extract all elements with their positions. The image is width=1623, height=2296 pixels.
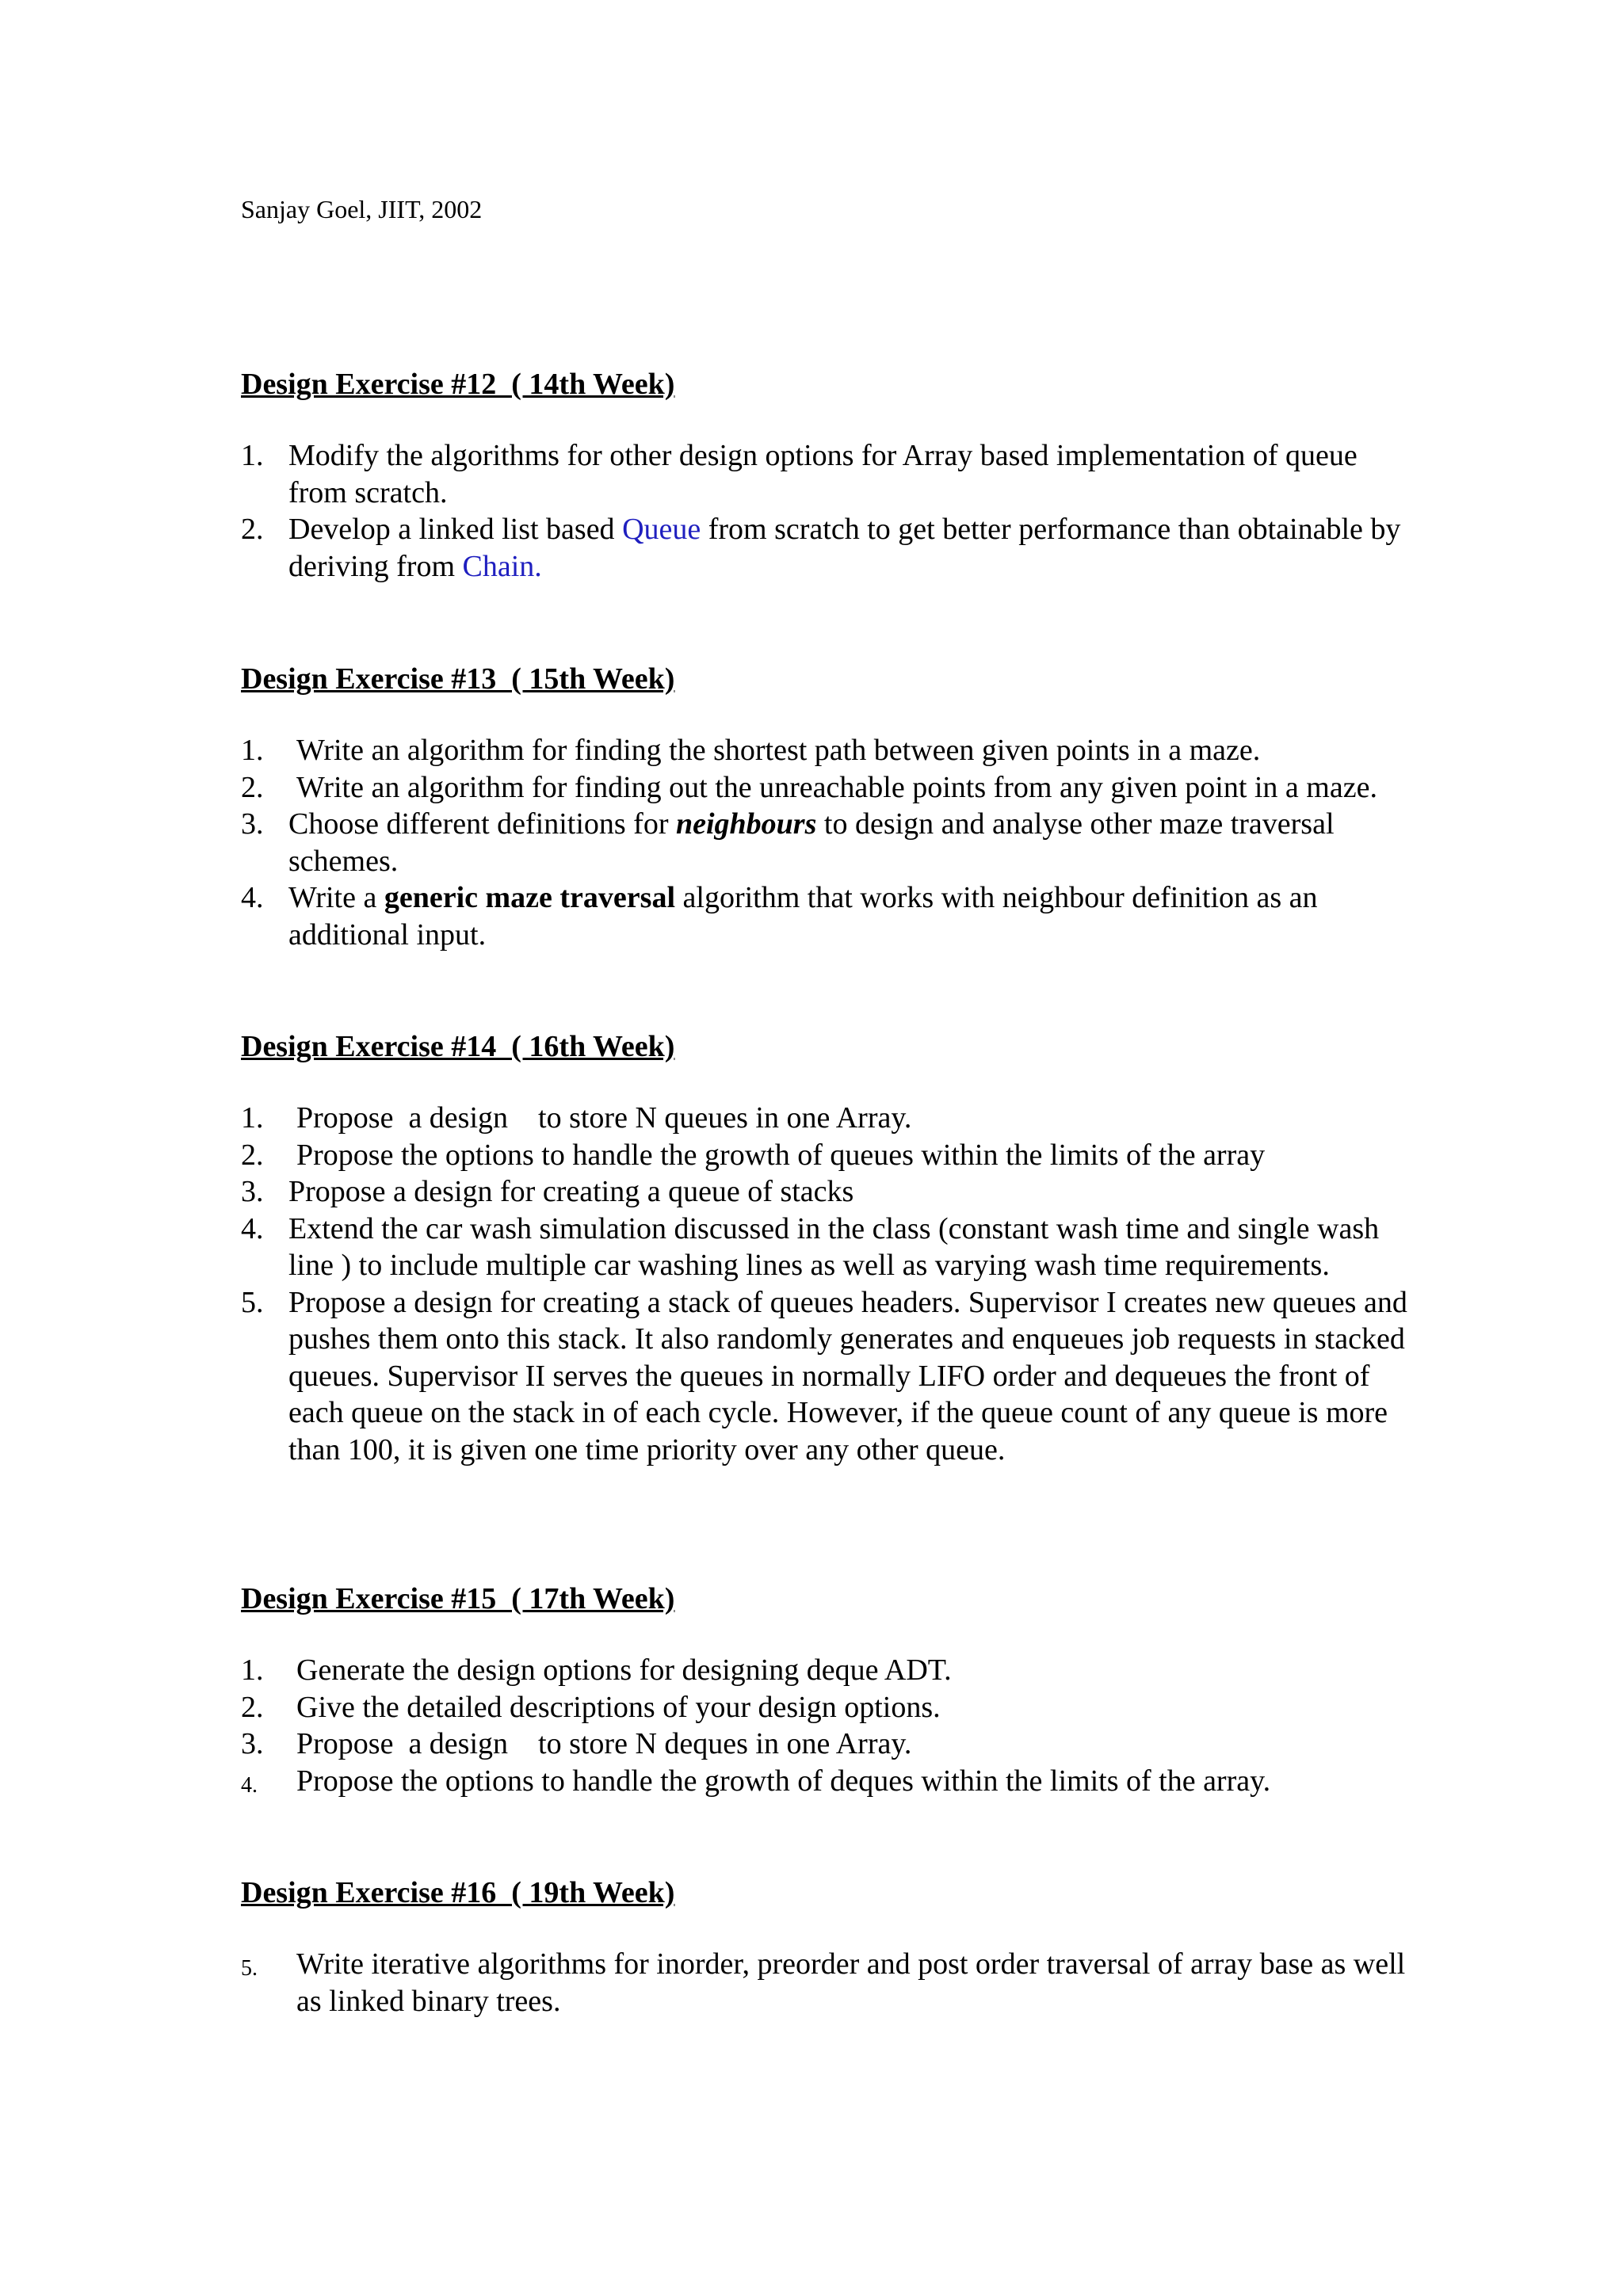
- section-title: Design Exercise #12 ( 14th Week): [241, 368, 675, 401]
- item-number: 1.: [241, 1653, 264, 1687]
- item-text: Propose a design to store N deques in one Array.: [296, 1727, 912, 1760]
- emphasis-text: neighbours: [675, 807, 817, 841]
- item-number: 1.: [241, 734, 264, 767]
- item-text: Write a: [288, 881, 384, 914]
- section-title: Design Exercise #13 ( 15th Week): [241, 662, 675, 696]
- list-item: [241, 1137, 1422, 1174]
- section-title: Design Exercise #15 ( 17th Week): [241, 1582, 675, 1615]
- queue-term: Queue: [622, 513, 701, 546]
- list-item: [241, 1946, 1422, 2019]
- item-text: Propose the options to handle the growth of queues within the limits of the array: [296, 1138, 1266, 1172]
- item-number: 4.: [241, 1211, 264, 1245]
- list-item: [241, 1211, 1422, 1284]
- exercise-list: [241, 1652, 1422, 1799]
- exercise-list: [241, 1100, 1422, 1468]
- author-header: Sanjay Goel, JIIT, 2002: [241, 195, 483, 223]
- list-item: [241, 511, 1422, 585]
- list-item: [241, 732, 1422, 769]
- item-text: to design and analyse other maze traversal schemes.: [288, 807, 1335, 878]
- item-text: Write an algorithm for finding the shortest path between given points in a maze.: [296, 734, 1261, 767]
- item-number: 5.: [241, 1285, 264, 1319]
- item-text: from scratch to get better performance than obtainable by deriving from: [288, 513, 1401, 583]
- item-text: algorithm that works with neighbour definition as an additional input.: [288, 881, 1318, 952]
- list-item: [241, 1173, 1422, 1211]
- item-number: 3.: [241, 807, 264, 841]
- emphasis-text: generic maze traversal: [384, 881, 676, 914]
- item-number: 2.: [241, 1138, 264, 1172]
- item-text: Give the detailed descriptions of your design options.: [296, 1690, 941, 1724]
- list-item: [241, 879, 1422, 953]
- exercise-list: [241, 1946, 1422, 2019]
- list-item: [241, 437, 1422, 511]
- item-text: Choose different definitions for: [288, 807, 676, 841]
- chain-term: Chain.: [462, 549, 542, 583]
- item-number: 1.: [241, 1101, 264, 1135]
- section-exercise-13: [241, 661, 1422, 953]
- item-number: 2.: [241, 513, 264, 546]
- section-exercise-16: [241, 1875, 1422, 2019]
- exercise-list: [241, 437, 1422, 585]
- section-exercise-12: [241, 366, 1422, 585]
- item-text: Propose a design to store N queues in one Array.: [296, 1101, 912, 1135]
- list-item: [241, 1284, 1422, 1469]
- list-item: [241, 1652, 1422, 1689]
- item-text: Generate the design options for designing deque ADT.: [296, 1653, 952, 1687]
- item-number: 1.: [241, 439, 264, 472]
- exercise-list: [241, 732, 1422, 953]
- item-text: Modify the algorithms for other design options for Array based implementation of queue from scratch.: [288, 439, 1358, 509]
- item-text: Propose a design for creating a queue of stacks: [288, 1175, 854, 1208]
- item-text: Extend the car wash simulation discussed in the class (constant wash time and single wash line ) to include multiple car washing lines as well as varying wash time requirements.: [288, 1211, 1380, 1282]
- item-text: Propose the options to handle the growth of deques within the limits of the array.: [296, 1764, 1271, 1798]
- item-number: 2.: [241, 1690, 264, 1724]
- item-text: Write an algorithm for finding out the unreachable points from any given point in a maze.: [296, 770, 1377, 804]
- section-exercise-15: [241, 1581, 1422, 1799]
- section-title: Design Exercise #16 ( 19th Week): [241, 1876, 675, 1909]
- section-title: Design Exercise #14 ( 16th Week): [241, 1030, 675, 1063]
- item-number: 3.: [241, 1175, 264, 1208]
- item-number: 4.: [241, 881, 264, 914]
- item-text: Develop a linked list based: [288, 513, 623, 546]
- item-number: 4.: [241, 1772, 258, 1798]
- item-number: 5.: [241, 1956, 258, 1981]
- item-number: 2.: [241, 770, 264, 804]
- item-text: Write iterative algorithms for inorder, preorder and post order traversal of array base as well as linked binary trees.: [296, 1947, 1406, 2018]
- list-item: [241, 1763, 1422, 1800]
- list-item: [241, 769, 1422, 807]
- item-number: 3.: [241, 1727, 264, 1760]
- list-item: [241, 1726, 1422, 1763]
- list-item: [241, 1100, 1422, 1137]
- list-item: [241, 1689, 1422, 1726]
- section-exercise-14: [241, 1028, 1422, 1468]
- list-item: [241, 806, 1422, 879]
- item-text: Propose a design for creating a stack of queues headers. Supervisor I creates new queues and pushes them onto this stack. It also randomly generates and enqueues job requests in stacked queues. Supervisor II serves the queues in normally LIFO order and dequeues the front of each queue on the stack in of each cycle. However, if the queue count of any queue is more than 100, it is given one time priority over any other queue.: [288, 1285, 1407, 1466]
